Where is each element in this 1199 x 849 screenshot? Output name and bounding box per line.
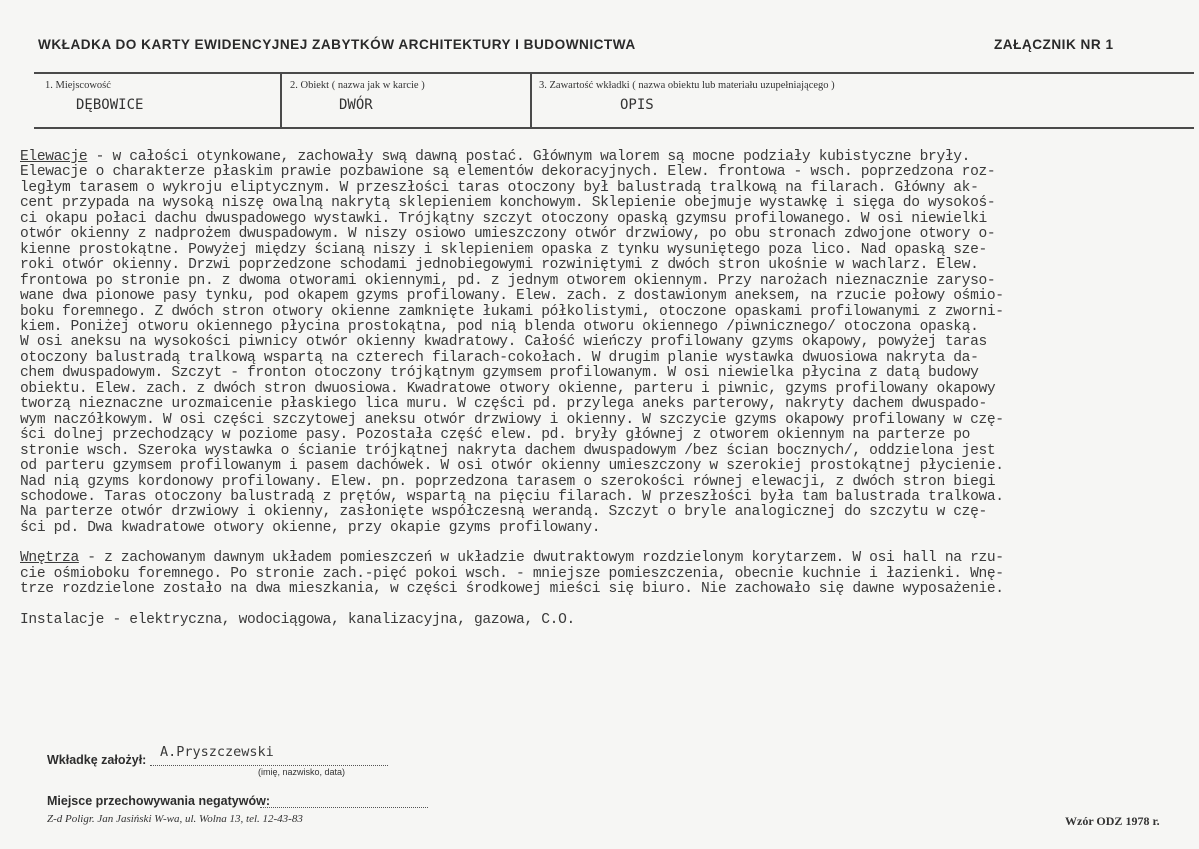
created-by-value: A.Pryszczewski — [160, 744, 274, 760]
field-label-content: 3. Zawartość wkładki ( nazwa obiektu lub materiału uzupełniającego ) — [539, 80, 835, 91]
paragraph-interiors-first-line — [20, 551, 1194, 566]
text-line: wym naczółkowym. W osi części szczytowej aneksu otwór drzwiowy i okienny. W szczycie gzyms okapowy profilowany w czę- — [20, 411, 1004, 428]
text-line: ści dolnej przechodzący w poziome pasy. Pozostała część elew. pd. bryły głównej z otworem okiennym na parterze po — [20, 427, 971, 444]
text-line: obiektu. Elew. zach. z dwóch stron dwuosiowa. Kwadratowe otwory okienne, parteru i piwnic, gzyms profilowany okapowy — [20, 380, 996, 397]
text-line: tworzą nieznaczne urozmaicenie płaskiego lica muru. W części pd. przylega aneks parterowy, nakryty dachem dwuspado- — [20, 396, 987, 413]
field-box-top-line — [34, 72, 1194, 74]
text-line: wane dwa pionowe pasy tynku, pod okapem gzyms profilowany. Elew. zach. z dostawionym aneksem, na rzucie połowy ośmio- — [20, 288, 1004, 305]
text-line: Nad nią gzyms kordonowy profilowany. Elew. pn. poprzedzona tarasem o szerokości równej elewacji, z dwóch stron biegi — [20, 473, 996, 490]
field-label-location: 1. Miejscowość — [45, 80, 111, 91]
text-line: otwór okienny z nadprożem dwuspadowym. W niszy osiowo umieszczony otwór drzwiowy, po obu stronach zdwojone otwory o- — [20, 226, 996, 243]
text-line: kienne prostokątne. Powyżej między ścianą niszy i sklepieniem opaska z tynku wysuniętego poza lico. Nad opaską sze- — [20, 241, 987, 258]
text-line: cent przypada na wysoką niszę owalną nakrytą sklepieniem konchowym. Sklepienie obejmuje wystawkę i sięga do wysokoś- — [20, 195, 996, 212]
text-line: frontowa po stronie pn. z dwoma otworami okiennymi, pd. z jednym otworem okiennym. Przy narożach nieznacznie zaryso- — [20, 272, 996, 289]
text-line: Elewacje o charakterze płaskim prawie pozbawione są elementów dekoracyjnych. Elew. frontowa - wsch. poprzedzona roz- — [20, 164, 996, 181]
field-divider-1 — [280, 72, 282, 128]
text-line: trze rozdzielone zostało na dwa mieszkania, w części środkowej mieści się biuro. Nie zachowało się dawne wyposażenie. — [20, 581, 1004, 598]
created-by-label: Wkładkę założył: — [47, 753, 147, 767]
text-line: boku foremnego. Z dwóch stron otwory okienne zamknięte łukami półkolistymi, otoczone opaskami profilowanymi z zworni- — [20, 303, 1004, 320]
text-line: - w całości otynkowane, zachowały swą dawną postać. Głównym walorem są mocne podziały kubistyczne bryły. — [87, 149, 971, 165]
text-line: ległym tarasem o wykroju eliptycznym. W przeszłości taras otoczony był balustradą tralkową na filarach. Główny ak- — [20, 179, 979, 196]
text-line: chem dwuspadowym. Szczyt - fronton otoczony trójkątnym gzymsem profilowanym. W osi niewielka płycina z datą budowy — [20, 365, 979, 382]
text-line: kiem. Poniżej otworu okiennego płycina prostokątna, pod nią blenda otworu okiennego /piwnicznego/ otoczona opaską. — [20, 318, 979, 335]
text-line: ci okapu połaci dachu dwuspadowego wystawki. Trójkątny szczyt otoczony opaską gzymsu profilowanego. W osi niewielki — [20, 210, 987, 227]
field-value-location: DĘBOWICE — [76, 97, 144, 113]
created-by-note: (imię, nazwisko, data) — [258, 767, 346, 777]
text-line: Na parterze otwór drzwiowy i okienny, zasłonięte współczesną werandą. Szczyt o bryle analogicznej do szczytu w czę- — [20, 504, 987, 521]
field-value-content: OPIS — [620, 97, 654, 113]
negatives-dotted-line — [260, 806, 428, 808]
created-by-dotted-line — [150, 764, 388, 766]
text-line: otoczony balustradą tralkową wspartą na czterech filarach-cokołach. W drugim planie wystawka dwuosiowa nakryta da- — [20, 349, 979, 366]
field-label-object: 2. Obiekt ( nazwa jak w karcie ) — [290, 80, 425, 91]
paragraph-gap — [20, 536, 1194, 551]
text-line: ści pd. Dwa kwadratowe otwory okienne, przy okapie gzyms profilowany. — [20, 519, 601, 536]
text-line: od parteru gzymsem profilowanym i pasem dachówek. W osi otwór okienny umieszczony w szerokiej prostokątnej płycienie. — [20, 458, 1004, 475]
form-template-id: Wzór ODZ 1978 r. — [1065, 814, 1160, 828]
printer-imprint: Z-d Poligr. Jan Jasiński W-wa, ul. Wolna 13, tel. 12-43-83 — [47, 813, 303, 825]
negatives-label: Miejsce przechowywania negatywów: — [47, 794, 270, 808]
field-value-object: DWÓR — [339, 97, 373, 113]
installations-line: Instalacje - elektryczna, wodociągowa, kanalizacyjna, gazowa, C.O. — [20, 611, 575, 628]
form-title: WKŁADKA DO KARTY EWIDENCYJNEJ ZABYTKÓW ARCHITEKTURY I BUDOWNICTWA — [38, 37, 636, 52]
text-line: W osi aneksu na wysokości piwnicy otwór okienny kwadratowy. Całość wieńczy profilowany gzyms okapowy, powyżej taras — [20, 334, 987, 351]
text-line: - z zachowanym dawnym układem pomieszczeń w układzie dwutraktowym rozdzielonym korytarzem. W osi hall na rzu- — [78, 550, 1004, 567]
attachment-number: ZAŁĄCZNIK NR 1 — [994, 37, 1114, 52]
paragraph-facades-first-line — [20, 150, 1194, 165]
description-text — [20, 150, 1194, 628]
text-line: schodowe. Taras otoczony balustradą z prętów, wspartą na pięciu filarach. W przeszłości była tam balustrada tralkowa. — [20, 488, 1004, 505]
interiors-heading: Wnętrza — [20, 550, 79, 567]
text-line: cie ośmioboku foremnego. Po stronie zach.-pięć pokoi wsch. - mniejsze pomieszczenia, obecnie kuchnie i łazienki. Wnę- — [20, 565, 1004, 582]
field-divider-2 — [530, 72, 532, 128]
text-line: roki otwór okienny. Drzwi poprzedzone schodami jednobiegowymi rozwiniętymi z dwóch stron ukośnie w wachlarz. Elew. — [20, 257, 979, 274]
text-line: stronie wsch. Szeroka wystawka o ścianie trójkątnej nakryta dachem dwuspadowym /bez ścian bocznych/, oddzielona jest — [20, 442, 996, 459]
paragraph-gap — [20, 598, 1194, 613]
facades-heading: Elewacje — [20, 149, 88, 165]
field-box-bottom-line — [34, 127, 1194, 129]
